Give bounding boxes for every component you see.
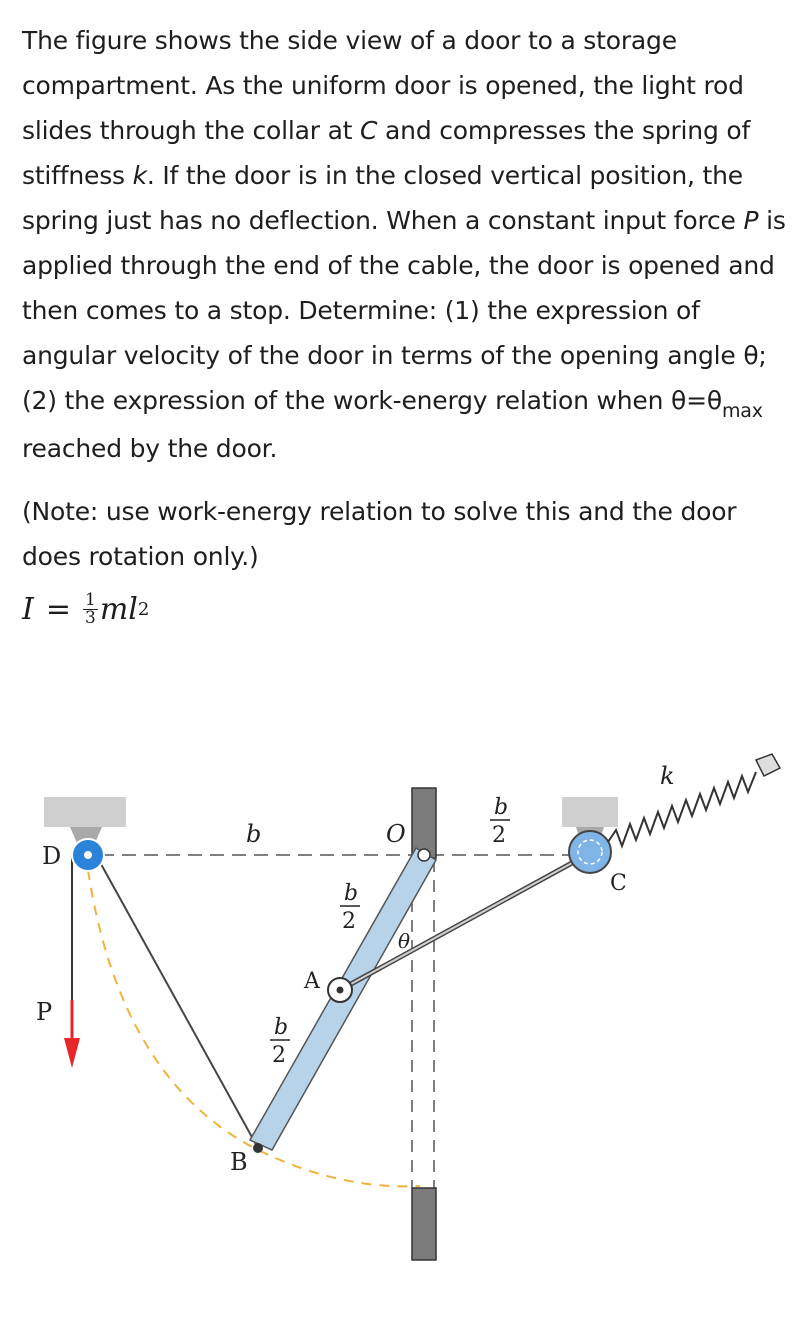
- cable-d-to-b: [96, 855, 258, 1148]
- end-b: [253, 1143, 263, 1153]
- label-b-top: b: [246, 820, 262, 848]
- inertia-formula: [22, 592, 149, 627]
- svg-text:b: b: [274, 1015, 289, 1040]
- problem-text: The figure shows the side view of a door to a storage compartment. As the uniform door is opened, the light rod slides through the collar at C and compresses the spring of stiffness k. If the door is in the closed vertical position, the spring just has no deflection. When a constant input force P is applied through the end of the cable, the door is opened and then comes to a stop. Determine: (1) the expression of angular velocity of the door in terms of the opening angle θ; (2) the expression of the work-energy relation when $\theta=\theta_{max}$ reached by the door.: [22, 26, 786, 463]
- label-k: k: [660, 762, 675, 790]
- formula-exponent: 2: [137, 599, 150, 620]
- svg-text:2: 2: [492, 823, 506, 848]
- label-theta: θ: [398, 929, 411, 953]
- label-b-end: B: [230, 1148, 248, 1176]
- force-arrow-head: [64, 1038, 80, 1068]
- frac-b2-upper: [340, 881, 360, 934]
- force-symbol: P: [743, 206, 759, 235]
- svg-text:b: b: [494, 795, 509, 820]
- svg-text:2: 2: [342, 909, 356, 934]
- door-frame-bottom: [412, 1188, 436, 1260]
- collar-symbol: C: [360, 116, 378, 145]
- problem-note: (Note: use work-energy relation to solve this and the door does rotation only.): [22, 497, 737, 571]
- right-support-block: [562, 797, 618, 827]
- pulley-d-center: [84, 851, 92, 859]
- theta-subscript: max: [721, 400, 763, 422]
- collar-c: [569, 831, 611, 873]
- label-c: C: [610, 871, 627, 896]
- frac-b2-right: [490, 795, 510, 848]
- label-o: O: [386, 820, 406, 848]
- formula-rhs: ml: [99, 592, 138, 627]
- fraction-denominator: 3: [85, 608, 96, 628]
- stiffness-symbol: k: [132, 161, 147, 190]
- svg-text:2: 2: [272, 1043, 286, 1068]
- formula-fraction: [83, 592, 98, 627]
- spring-end-block: [756, 754, 780, 776]
- formula-equals: =: [45, 592, 71, 627]
- label-p: P: [36, 998, 53, 1026]
- problem-statement: [22, 18, 792, 579]
- frac-b2-lower: [270, 1015, 290, 1068]
- fraction-numerator: 1: [85, 590, 96, 610]
- door-figure: [0, 700, 810, 1300]
- hinge-o: [418, 849, 430, 861]
- left-support-block: [44, 797, 126, 827]
- formula-lhs: I: [22, 592, 34, 627]
- pin-a-center: [337, 987, 344, 994]
- label-d: D: [42, 842, 62, 870]
- spring-k: [608, 772, 756, 846]
- svg-text:b: b: [344, 881, 359, 906]
- label-a: A: [304, 969, 320, 994]
